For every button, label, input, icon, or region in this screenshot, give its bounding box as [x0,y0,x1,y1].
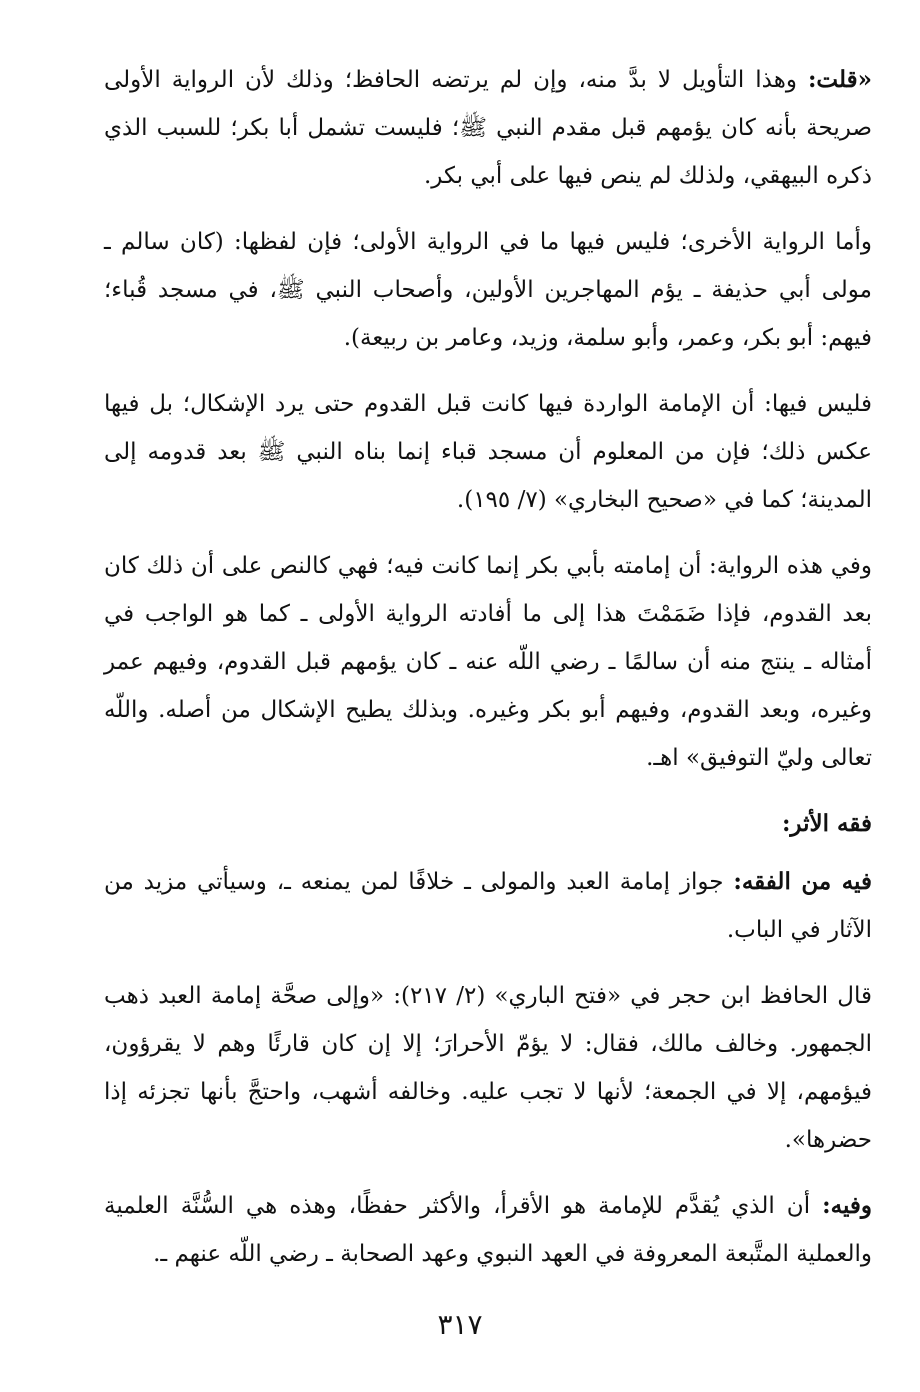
paragraph-lead: فيه من الفقه: [733,868,872,895]
paragraph-lead: «قلت: [807,66,872,93]
paragraph-fiqh-1 [104,858,872,954]
paragraph-text: جواز إمامة العبد والمولى ـ خلافًا لمن يمنعه ـ، وسيأتي مزيد من الآثار في الباب. [104,869,872,943]
page-number: ٣١٧ [437,1308,483,1341]
paragraph-lead: وفيه: [822,1192,872,1219]
paragraph-text: وأما الرواية الأخرى؛ فليس فيها ما في الرواية الأولى؛ فإن لفظها: (كان سالم ـ مولى أبي حذيفة ـ يؤم المهاجرين الأولين، وأصحاب النبي ﷺ، في مسجد قُباء؛ فيهم: أبو بكر، وعمر، وأبو سلمة، وزيد، وعامر بن ربيعة). [104,229,872,351]
paragraph-fiqh-2 [104,1182,872,1278]
paragraph-text: وهذا التأويل لا بدَّ منه، وإن لم يرتضه الحافظ؛ وذلك لأن الرواية الأولى صريحة بأنه كان يؤمهم قبل مقدم النبي ﷺ؛ فليست تشمل أبا بكر؛ للسبب الذي ذكره البيهقي، ولذلك لم ينص فيها على أبي بكر. [104,67,872,189]
paragraph-text: قال الحافظ ابن حجر في «فتح الباري» (٢/ ٢١٧): «وإلى صحَّة إمامة العبد ذهب الجمهور. وخالف مالك، فقال: لا يؤمّ الأحرارَ؛ إلا إن كان قارئًا وهم لا يقرؤون، فيؤمهم، إلا في الجمعة؛ لأنها لا تجب عليه. وخالفه أشهب، واحتجَّ بأنها تجزئه إذا حضرها». [104,983,872,1153]
paragraph-other-narration [104,218,872,362]
paragraph-conclusion [104,542,872,782]
paragraph-text: فليس فيها: أن الإمامة الواردة فيها كانت قبل القدوم حتى يرد الإشكال؛ بل فيها عكس ذلك؛ فإن من المعلوم أن مسجد قباء إنما بناه النبي ﷺ بعد قدومه إلى المدينة؛ كما في «صحيح البخاري» (٧/ ١٩٥). [104,391,872,513]
paragraph-quba-mosque [104,380,872,524]
paragraph-text: وفي هذه الرواية: أن إمامته بأبي بكر إنما كانت فيه؛ فهي كالنص على أن ذلك كان بعد القدوم، فإذا ضَمَمْتَ هذا إلى ما أفادته الرواية الأولى ـ كما هو الواجب في أمثاله ـ ينتج منه أن سالمًا ـ رضي اللّه عنه ـ كان يؤمهم قبل القدوم، وفيهم عمر وغيره، وبعد القدوم، وفيهم أبو بكر وغيره. وبذلك يطيح الإشكال من أصله. واللّه تعالى وليّ التوفيق» اهـ. [104,553,872,771]
paragraph-qultu [104,56,872,200]
paragraph-text: أن الذي يُقدَّم للإمامة هو الأقرأ، والأكثر حفظًا، وهذه هي السُّنَّة العلمية والعملية المتَّبعة المعروفة في العهد النبوي وعهد الصحابة ـ رضي اللّه عنهم ـ. [104,1193,872,1267]
paragraph-ibn-hajar-quote [104,972,872,1164]
section-heading-fiqh: فقه الأثر: [781,810,872,837]
page-body [104,56,872,1296]
